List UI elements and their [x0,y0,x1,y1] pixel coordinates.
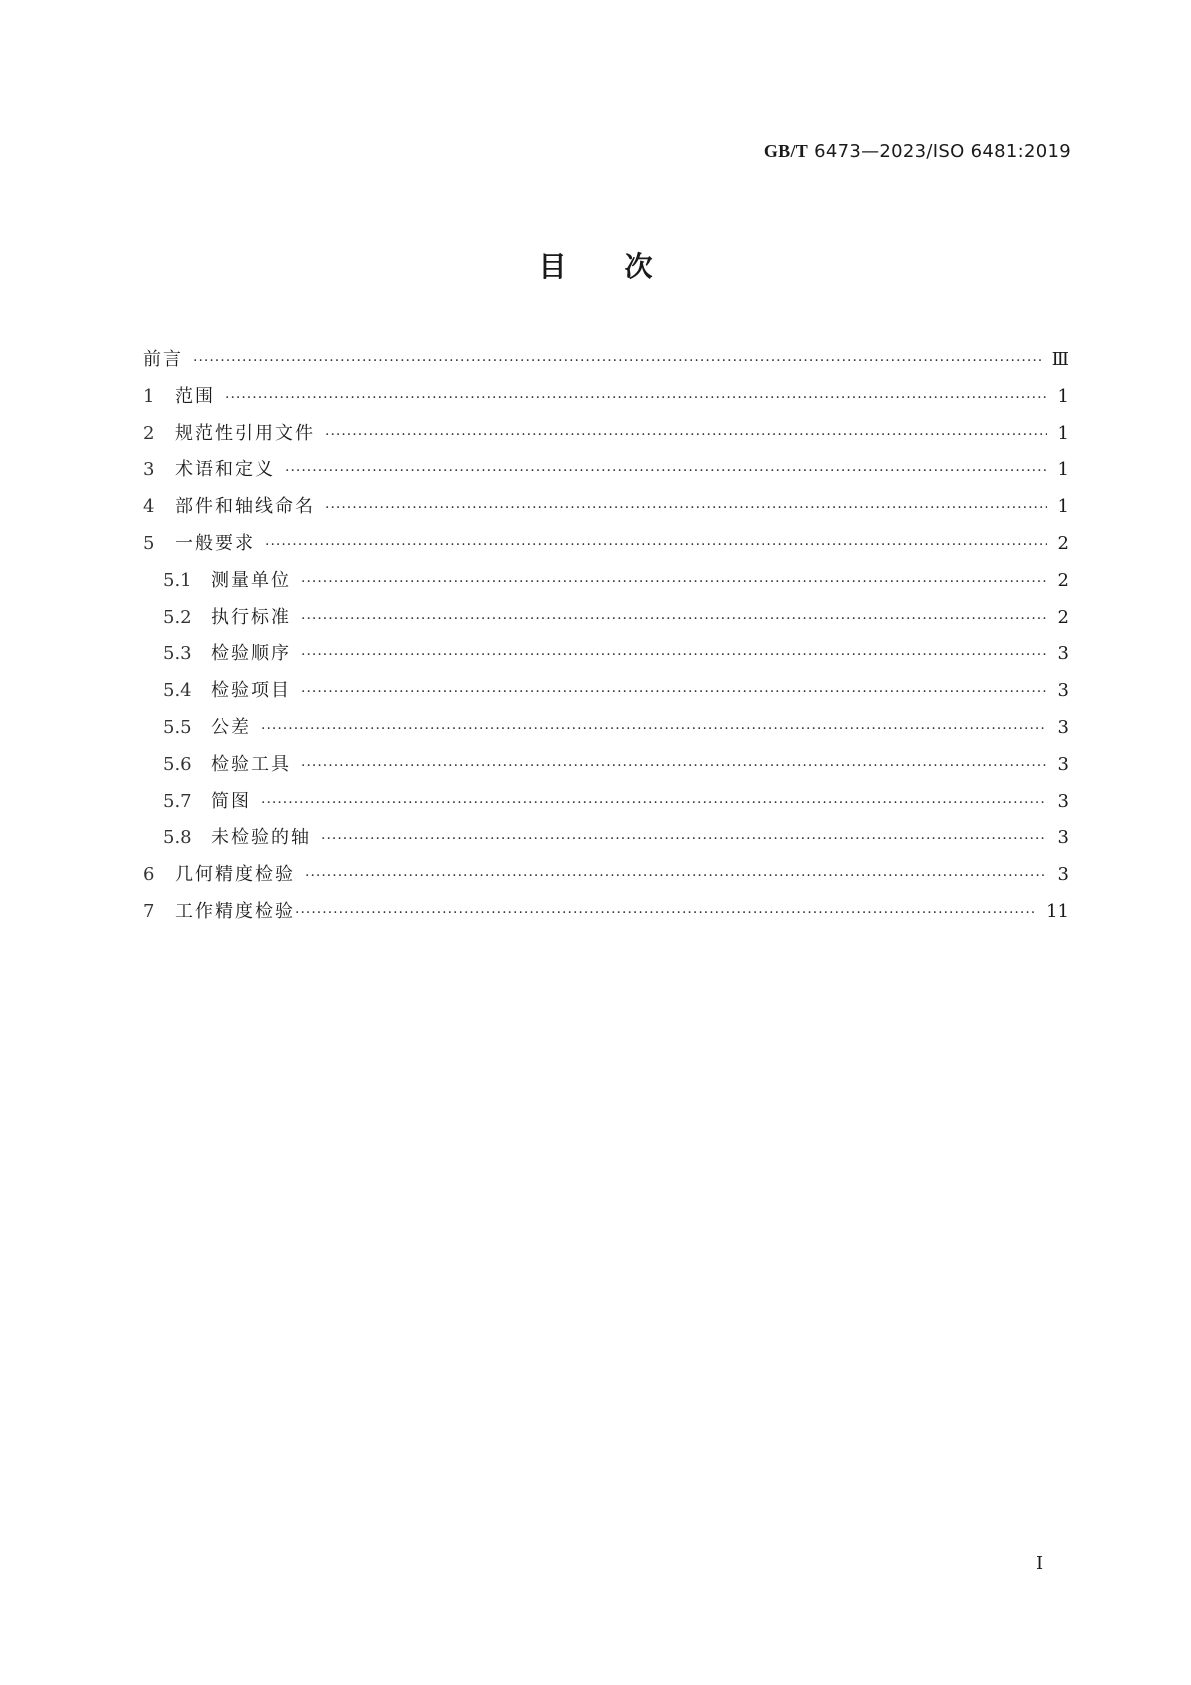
standard-code-number: 6473—2023/ISO 6481:2019 [814,141,1071,162]
toc-entry-5-5[interactable] [143,710,1069,747]
toc-page-number: 3 [1057,790,1069,812]
toc-page-number: 3 [1057,643,1069,665]
toc-leader-dots [285,453,1047,490]
toc-entry-number: 6 [143,864,155,886]
table-of-contents [143,342,1069,931]
standard-code-prefix: GB/T [763,141,809,161]
toc-entry-text: 检验顺序 [211,643,291,665]
toc-entry-5-1[interactable] [143,563,1069,600]
toc-leader-dots [321,821,1047,858]
toc-entry-5-7[interactable] [143,784,1069,821]
toc-entry-number: 5.1 [163,569,192,591]
toc-entry-text: 公差 [211,716,251,738]
toc-leader-dots [193,343,1042,380]
toc-entry-5-4[interactable] [143,673,1069,710]
toc-entry-3[interactable] [143,452,1069,489]
toc-entry-number: 7 [143,900,155,922]
toc-entry-foreword[interactable] [143,342,1069,379]
toc-entry-text: 执行标准 [211,606,291,628]
toc-page-number: 3 [1057,864,1069,886]
toc-page-number: 11 [1046,900,1069,922]
toc-entry-text: 测量单位 [211,569,291,591]
page-title: 目次 [538,250,711,283]
toc-page-number: 2 [1057,532,1069,554]
toc-entry-number: 5.4 [163,680,192,702]
toc-leader-dots [301,601,1047,638]
toc-entry-text: 简图 [211,790,251,812]
toc-entry-6[interactable] [143,857,1069,894]
toc-leader-dots [261,711,1047,748]
toc-entry-text: 前言 [143,349,183,370]
page-number: I [1036,1553,1044,1574]
toc-entry-5-3[interactable] [143,636,1069,673]
toc-leader-dots [261,785,1047,822]
toc-entry-7[interactable] [143,894,1069,931]
toc-entry-number: 5 [143,532,155,554]
toc-entry-text: 检验项目 [211,680,291,702]
toc-entry-number: 3 [143,459,155,481]
toc-page-number: Ⅲ [1051,349,1069,370]
toc-entry-text: 几何精度检验 [175,864,295,886]
toc-leader-dots [301,748,1047,785]
toc-entry-text: 工作精度检验 [175,900,295,922]
toc-entry-4[interactable] [143,489,1069,526]
toc-leader-dots [265,527,1047,564]
toc-leader-dots [301,637,1047,674]
toc-leader-dots [295,895,1036,932]
toc-entry-text: 未检验的轴 [211,827,311,849]
toc-entry-number: 5.3 [163,643,192,665]
toc-entry-text: 检验工具 [211,753,291,775]
toc-page-number: 2 [1057,569,1069,591]
toc-page-number: 2 [1057,606,1069,628]
toc-leader-dots [301,564,1047,601]
toc-entry-text: 范围 [175,385,215,407]
toc-leader-dots [325,417,1047,454]
toc-entry-5-8[interactable] [143,820,1069,857]
standard-code [764,141,1071,162]
toc-page-number: 3 [1057,716,1069,738]
toc-entry-number: 2 [143,422,155,444]
toc-page-number: 1 [1057,496,1069,518]
toc-entry-2[interactable] [143,416,1069,453]
toc-entry-number: 5.2 [163,606,192,628]
toc-entry-number: 5.8 [163,827,192,849]
toc-page-number: 1 [1057,385,1069,407]
toc-leader-dots [305,858,1047,895]
toc-entry-5-2[interactable] [143,600,1069,637]
toc-page-number: 3 [1057,827,1069,849]
toc-entry-1[interactable] [143,379,1069,416]
toc-page-number: 1 [1057,422,1069,444]
toc-entry-text: 一般要求 [175,532,255,554]
toc-entry-number: 4 [143,496,155,518]
toc-leader-dots [301,674,1047,711]
toc-page-number: 3 [1057,753,1069,775]
toc-page-number: 3 [1057,680,1069,702]
toc-entry-text: 部件和轴线命名 [175,496,315,518]
toc-page-number: 1 [1057,459,1069,481]
toc-entry-text: 规范性引用文件 [175,422,315,444]
toc-entry-5-6[interactable] [143,747,1069,784]
toc-entry-5[interactable] [143,526,1069,563]
toc-entry-text: 术语和定义 [175,459,275,481]
toc-entry-number: 1 [143,385,155,407]
toc-leader-dots [225,380,1047,417]
toc-leader-dots [325,490,1047,527]
toc-entry-number: 5.7 [163,790,192,812]
toc-entry-number: 5.5 [163,716,192,738]
toc-entry-number: 5.6 [163,753,192,775]
